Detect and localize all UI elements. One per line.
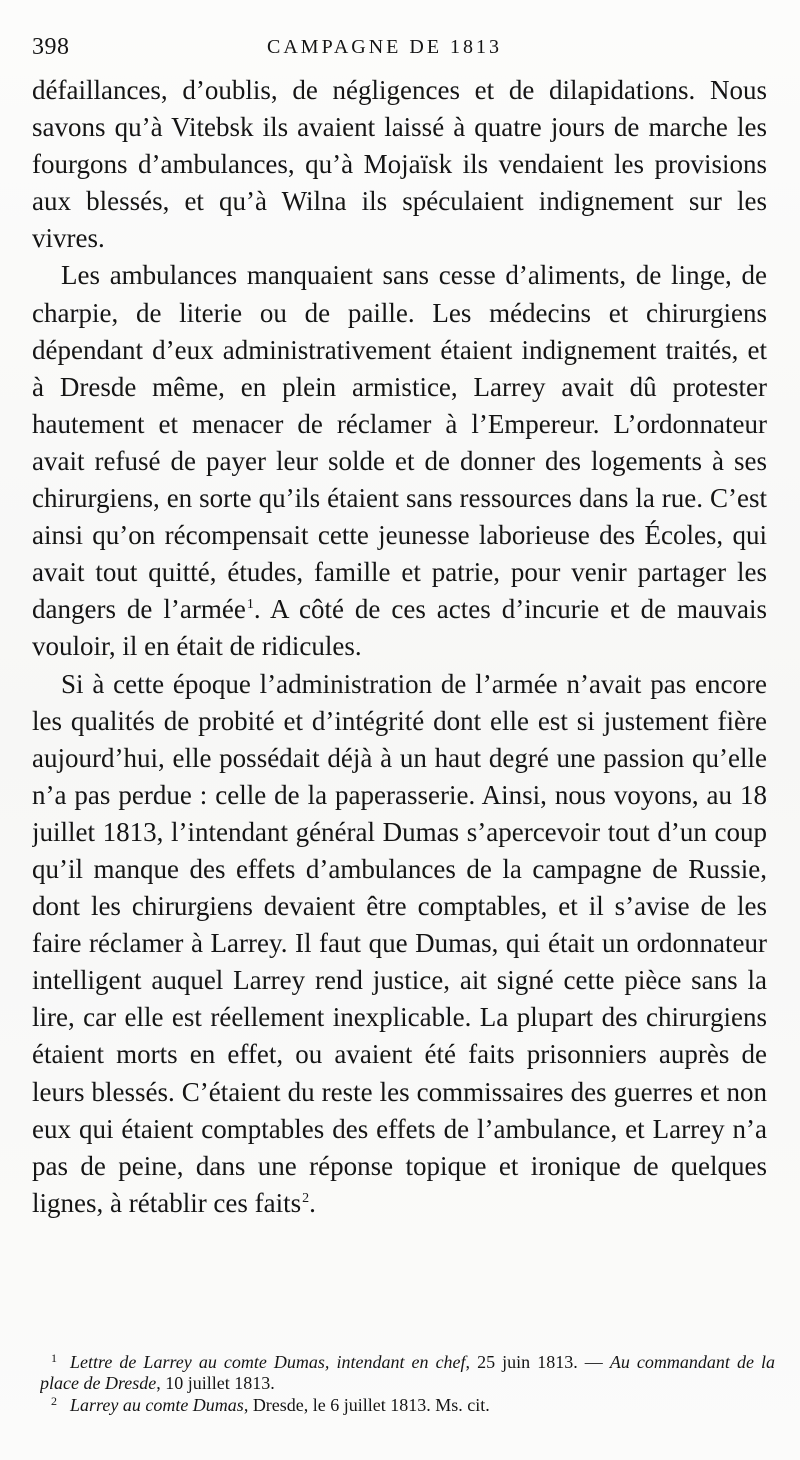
footnote-2-italic-source: Larrey au comte Dumas [70, 1395, 244, 1415]
paragraph-2-text-before-note: Les ambulances manquaient sans cesse d’aliments, de linge, de charpie, de literie ou de paille. Les médecins et chirurgiens dépendant d’eux administrativement étaient indignement traités, et à Dresde même, en plein armistice, Larrey avait dû protester hautement et menacer de réclamer à l’Empereur. L’ordonnateur avait refusé de payer leur solde et de donner des logements à ses chirurgiens, en sorte qu’ils étaient sans ressources dans la rue. C’est ainsi qu’on récompensait cette jeunesse laborieuse des Écoles, qui avait tout quitté, études, famille et patrie, pour venir partager les dangers de l’armée [32, 260, 767, 625]
main-text [32, 72, 767, 1322]
footnote-1-second-date: , 10 juillet 1813. [156, 1373, 275, 1393]
page-header [32, 30, 767, 64]
footnote-1: 1 Lettre de Larrey au comte Dumas, intendant en chef, 25 juin 1813. — Au commandant de la place de Dresde, 10 juillet 1813. [40, 1352, 775, 1393]
footnote-1-second-source: Au commandant de la place de Dresde [40, 1352, 775, 1393]
paragraph-2-text-after-note: . A côté de ces actes d’incurie et de mauvais vouloir, il en était de ridicules. [32, 594, 767, 662]
paragraph-3-text-before-note: Si à cette époque l’administration de l’armée n’avait pas encore les qualités de probité et d’intégrité dont elle est si justement fière aujourd’hui, elle possédait déjà à un haut degré une passion qu’elle n’a pas perdue : celle de la paperasserie. Ainsi, nous voyons, au 18 juillet 1813, l’intendant général Dumas s’apercevoir tout d’un coup qu’il manque des effets d’ambulances de la campagne de Russie, dont les chirurgiens devaient être comptables, et il s’avise de les faire réclamer à Larrey. Il faut que Dumas, qui était un ordonnateur intelligent auquel Larrey rend justice, ait signé cette pièce sans la lire, car elle est réellement inexplicable. La plupart des chirurgiens étaient morts en effet, ou avaient été faits prisonniers auprès de leurs blessés. C’étaient du reste les commissaires des guerres et non eux qui étaient comptables des effets de l’ambulance, et Larrey n’a pas de peine, dans une réponse topique et ironique de quelques lignes, à rétablir ces faits [32, 668, 767, 1218]
page-number: 398 [32, 34, 70, 60]
footnote-1-date: , 25 juin 1813. — [465, 1352, 610, 1372]
footnote-2-details: , Dresde, le 6 juillet 1813. Ms. cit. [243, 1395, 490, 1415]
footnotes [40, 1352, 775, 1452]
paragraph-2 [32, 257, 767, 665]
running-head: CAMPAGNE DE 1813 [267, 36, 503, 58]
paragraph-3 [32, 666, 767, 1222]
footnote-1-italic-source: Lettre de Larrey au comte Dumas, intendant en chef [70, 1352, 466, 1372]
paragraph-1-text: défaillances, d’oublis, de négligences et de dilapidations. Nous savons qu’à Vitebsk ils avaient laissé à quatre jours de marche les fourgons d’ambulances, qu’à Mojaïsk ils vendaient les provisions aux blessés, et qu’à Wilna ils spéculaient indignement sur les vivres. [32, 75, 767, 254]
footnote-reference-1: 1 [246, 597, 254, 613]
paragraph-3-text-after-note: . [309, 1187, 316, 1218]
footnote-reference-2: 2 [302, 1190, 310, 1206]
footnote-2: 2 Larrey au comte Dumas, Dresde, le 6 juillet 1813. Ms. cit. [51, 1394, 490, 1415]
paragraph-1 [32, 72, 767, 257]
